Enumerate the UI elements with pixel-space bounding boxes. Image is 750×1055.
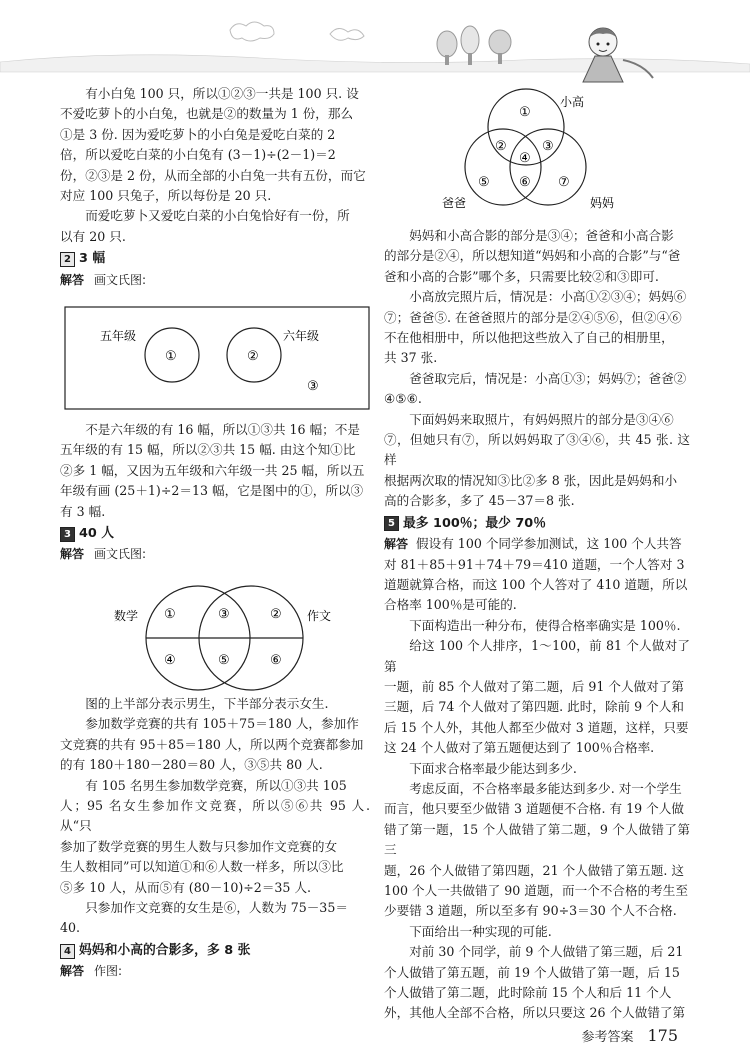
text-line: 少要错 3 道题，所以至多有 90÷3＝30 个人不合格. <box>384 903 677 919</box>
text-line: 共 37 张. <box>384 350 438 366</box>
region-2: ② <box>495 139 507 154</box>
question-answer: 3 幅 <box>79 251 106 267</box>
text-line: 给这 100 个人排序，1～100，前 81 个人做对了第 <box>384 638 690 674</box>
text-line <box>384 534 690 554</box>
question-3-heading <box>60 524 370 544</box>
text-line: 有 105 名男生参加数学竞赛，所以①③共 105 <box>85 777 347 793</box>
region-1: ① <box>164 607 176 622</box>
text-line: 有小白兔 100 只，所以①②③一共是 100 只. 设 <box>85 86 359 101</box>
solution-line <box>60 544 370 564</box>
question-answer: 40 人 <box>79 526 115 542</box>
text-line: 的部分是②④，所以想知道“妈妈和小高的合影”与“爸 <box>384 248 681 264</box>
region-1: ① <box>519 105 531 120</box>
solution-text: 画文氏图: <box>94 272 147 287</box>
solution-text: 假设有 100 个同学参加测试，这 100 个人共答 <box>416 536 682 552</box>
left-column <box>60 84 370 290</box>
text-line: 的有 180＋180－280＝80 人，③⑤共 80 人. <box>60 757 323 773</box>
solution-label: 解答 <box>60 964 85 979</box>
label-math: 数学 <box>114 609 139 623</box>
region-2: ② <box>270 607 282 622</box>
text-line: ④⑤⑥. <box>384 391 422 407</box>
text-line: 错了第一题，15 个人做错了第二题，9 个人做错了第三 <box>384 821 690 858</box>
text-line: 道题就算合格，而这 100 个人答对了 410 道题，所以 <box>384 576 688 592</box>
region-6: ⑥ <box>270 653 282 668</box>
text-line: 下面给出一种实现的可能. <box>409 923 552 939</box>
text-line: 外，其他人全部不合格，所以只要这 26 个人做错了第 <box>384 1005 686 1021</box>
region-6: ⑥ <box>519 175 531 190</box>
text-line: 下面构造出一种分布，使得合格率确实是 100％. <box>409 617 681 633</box>
venn-diagram-contests <box>110 580 340 694</box>
region-3: ③ <box>542 139 554 154</box>
region-4: ④ <box>164 653 176 668</box>
text-line: 三题，后 74 个人做对了第四题. 此时，除前 9 个人和 <box>384 699 684 715</box>
solution-text: 画文氏图: <box>94 547 147 562</box>
label-dad: 爸爸 <box>442 196 467 210</box>
text-line: 只参加作文竞赛的女生是⑥，人数为 75－35＝ <box>85 900 348 916</box>
text-line: 对应 100 只兔子，所以每份是 20 只. <box>60 188 272 204</box>
region-7: ⑦ <box>558 175 570 190</box>
label-grade-6: 六年级 <box>283 329 320 343</box>
left-column-q3-body <box>60 694 370 982</box>
region-4: ④ <box>519 151 531 166</box>
cloud-icon <box>230 22 364 41</box>
text-line: 妈妈和小高合影的部分是③④；爸爸和小高合影 <box>409 228 674 243</box>
text-line: 而言，他只要至少做错 3 道题便不合格. 有 19 个人做 <box>384 801 684 817</box>
question-answer: 最多 100％；最少 70％ <box>403 515 547 531</box>
text-line: 倍，所以爱吃白菜的小白兔有 (3－1)÷(2－1)＝2 <box>60 147 336 163</box>
text-line: 下面妈妈来取照片，有妈妈照片的部分是③④⑥ <box>409 411 674 427</box>
text-line: 生人数相同”可以知道①和⑥人数一样多，所以③比 <box>60 859 344 875</box>
solution-label: 解答 <box>60 547 85 562</box>
question-2-heading <box>60 249 370 269</box>
solution-line <box>60 270 370 290</box>
cartoon-girl-icon <box>583 28 653 82</box>
text-line: 份，②③是 2 份，从而全部的小白兔一共有五份，而它 <box>60 167 366 183</box>
solution-label: 解答 <box>60 272 85 287</box>
text-line: ⑦；爸爸⑤. 在爸爸照片的部分是②④⑤⑥，但②④⑥ <box>384 309 682 325</box>
question-number: 4 <box>60 944 75 959</box>
solution-text: 作图: <box>94 964 123 979</box>
label-xiaogao: 小高 <box>560 95 585 109</box>
label-grade-5: 五年级 <box>100 329 137 343</box>
text-line: 小高放完照片后，情况是：小高①②③④；妈妈⑥ <box>409 289 687 305</box>
region-5: ⑤ <box>478 175 490 190</box>
label-essay: 作文 <box>307 609 332 623</box>
text-line: 高的合影多，多了 45－37＝8 张. <box>384 493 575 509</box>
question-5-heading <box>384 514 690 534</box>
solution-label: 解答 <box>384 537 409 552</box>
text-line: 个人做错了第五题，前 19 个人做错了第一题，后 15 <box>384 964 680 980</box>
text-line: ⑦，但她只有⑦，所以妈妈取了③④⑥，共 45 张. 这样 <box>384 432 690 468</box>
text-line: 对 81＋85＋91＋74＋79＝410 道题，一个人答对 3 <box>384 556 685 572</box>
question-number: 2 <box>60 252 75 267</box>
text-line: 考虑反面，不合格率最多能达到多少. 对一个学生 <box>409 780 682 796</box>
text-line: 一题，前 85 个人做对了第二题，后 91 个人做对了第 <box>384 678 684 694</box>
text-line: 不爱吃萝卜的小白兔，也就是②的数量为 1 份，那么 <box>60 106 354 122</box>
text-line: 爸和小高的合影”哪个多，只需要比较②和③即可. <box>384 268 659 284</box>
text-line: 根据两次取的情况知③比②多 8 张，因此是妈妈和小 <box>384 472 678 488</box>
text-line: 五年级的有 15 幅，所以②③共 15 幅. 由这个知①比 <box>60 442 356 458</box>
text-line: 参加了数学竞赛的男生人数与只参加作文竞赛的女 <box>60 838 338 854</box>
right-column <box>384 226 690 1024</box>
solution-line <box>60 961 370 981</box>
question-number: 5 <box>384 516 399 531</box>
label-mom: 妈妈 <box>590 196 615 210</box>
text-line: 图的上半部分表示男生，下半部分表示女生. <box>85 696 329 711</box>
page-footer <box>581 1026 678 1045</box>
text-line: 不在他相册中，所以他把这些放入了自己的相册里， <box>384 330 674 346</box>
text-line: ②多 1 幅，又因为五年级和六年级一共 25 幅，所以五 <box>60 462 365 478</box>
region-3: ③ <box>218 607 230 622</box>
text-line: 个人做错了第二题，此时除前 15 个人和后 11 个人 <box>384 985 672 1001</box>
footer-label: 参考答案 <box>581 1030 634 1045</box>
text-line: 对前 30 个同学，前 9 个人做错了第三题，后 21 <box>409 944 684 960</box>
text-line: 人；95 名女生参加作文竞赛，所以⑤⑥共 95 人. 从“只 <box>60 798 370 834</box>
text-line: 以有 20 只. <box>60 228 126 244</box>
text-line: ⑤多 10 人，从而⑤有 (80－10)÷2＝35 人. <box>60 879 312 895</box>
text-line: 100 个人一共做错了 90 道题，而一个不合格的考生至 <box>384 883 688 898</box>
venn-diagram-grades <box>64 306 370 410</box>
text-line: 年级有画 (25＋1)÷2＝13 幅，它是图中的①，所以③ <box>60 483 364 499</box>
question-4-heading <box>60 941 370 961</box>
text-line: 有 3 幅. <box>60 503 106 519</box>
region-3: ③ <box>307 379 319 394</box>
tree-icon <box>437 26 511 65</box>
question-number: 3 <box>60 527 75 542</box>
left-column-q2-body <box>60 420 370 565</box>
region-1: ① <box>165 349 177 364</box>
text-line: 而爱吃萝卜又爱吃白菜的小白兔恰好有一份，所 <box>85 208 350 224</box>
text-line: 参加数学竞赛的共有 105＋75＝180 人，参加作 <box>85 716 359 732</box>
region-5: ⑤ <box>218 653 230 668</box>
text-line: ①是 3 份. 因为爱吃萝卜的小白兔是爱吃白菜的 2 <box>60 126 336 142</box>
text-line: 爸爸取完后，情况是：小高①③；妈妈⑦；爸爸② <box>409 370 687 386</box>
text-line: 题，26 个人做错了第四题，21 个人做错了第五题. 这 <box>384 862 684 878</box>
question-answer: 妈妈和小高的合影多，多 8 张 <box>79 942 251 958</box>
text-line: 不是六年级的有 16 幅，所以①③共 16 幅；不是 <box>85 422 360 437</box>
text-line: 文竞赛的共有 95＋85＝180 人，所以两个竞赛都参加 <box>60 736 364 752</box>
text-line: 40. <box>60 920 81 936</box>
page-number: 175 <box>647 1026 678 1045</box>
text-line: 下面求合格率最少能达到多少. <box>409 760 577 776</box>
region-2: ② <box>247 349 259 364</box>
text-line: 合格率 100％是可能的. <box>384 597 517 613</box>
venn-diagram-photos <box>440 86 630 220</box>
text-line: 后 15 个人外，其他人都至少做对 3 道题，这样，只要 <box>384 719 689 735</box>
text-line: 这 24 个人做对了第五题便达到了 100％合格率. <box>384 740 655 756</box>
